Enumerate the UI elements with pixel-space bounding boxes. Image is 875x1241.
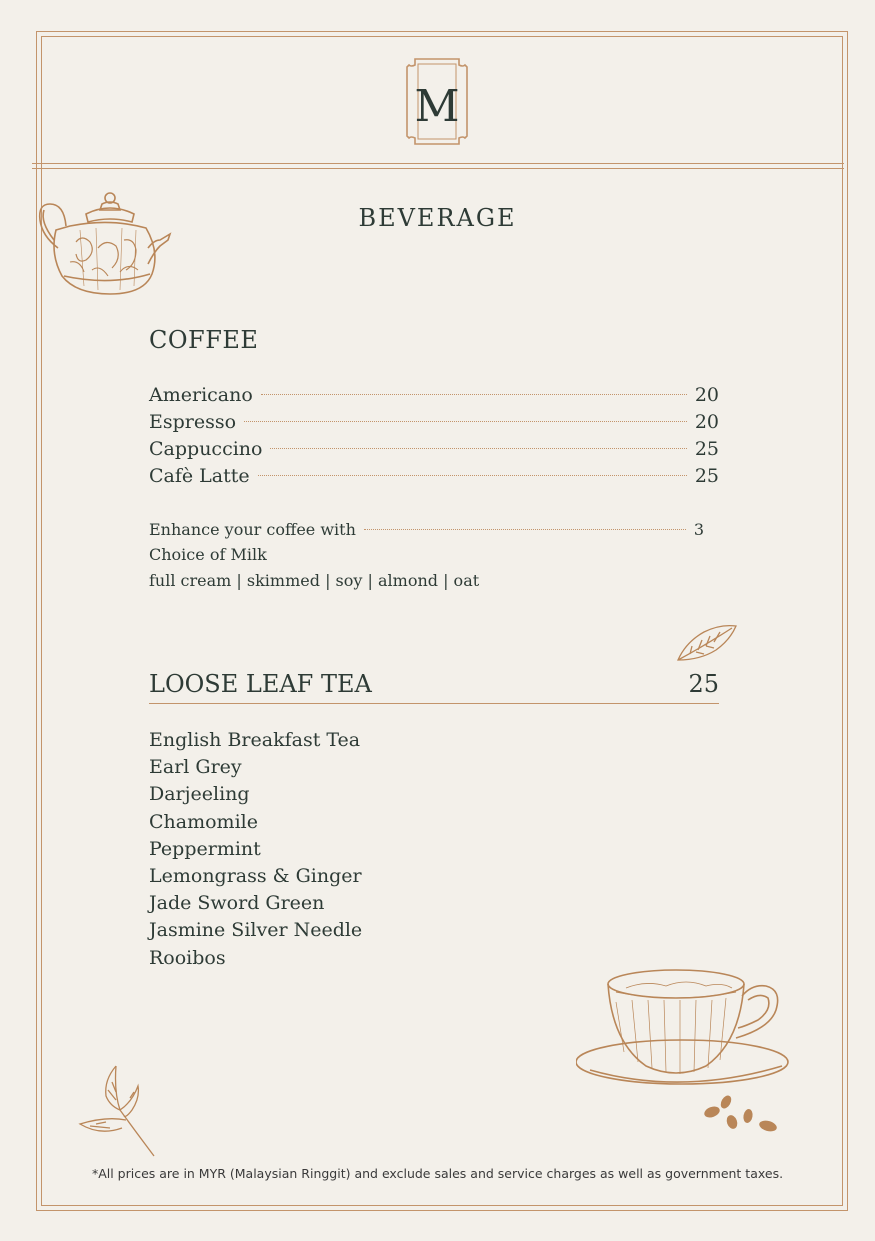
tea-leaf-illustration (676, 622, 738, 662)
addon-milk-label: Choice of Milk (149, 545, 267, 564)
tea-list (149, 727, 362, 972)
item-name: Cafè Latte (149, 465, 250, 487)
teapot-illustration (36, 190, 172, 300)
dotted-leader (261, 394, 687, 395)
item-price: 20 (694, 411, 719, 433)
addon-price: 3 (693, 520, 704, 539)
dotted-leader (258, 475, 687, 476)
price-footnote: *All prices are in MYR (Malaysian Ringgit) and exclude sales and service charges as well as government taxes. (91, 1166, 784, 1181)
tea-heading-row (149, 670, 719, 704)
menu-item (149, 384, 719, 410)
menu-item (149, 465, 719, 491)
list-item: Peppermint (149, 837, 261, 860)
item-price: 20 (694, 384, 719, 406)
coffee-addon-row (149, 520, 704, 539)
list-item: Jade Sword Green (149, 892, 325, 915)
header-divider-bottom (32, 168, 844, 169)
list-item: English Breakfast Tea (149, 729, 361, 751)
list-item: Chamomile (149, 810, 258, 833)
tea-sprig-illustration (76, 1062, 158, 1158)
item-name: Americano (149, 384, 253, 406)
list-item: Earl Grey (149, 756, 242, 779)
dotted-leader (270, 448, 686, 449)
list-item: Lemongrass & Ginger (149, 865, 362, 888)
tea-heading: LOOSE LEAF TEA (149, 670, 372, 698)
dotted-leader (364, 529, 686, 530)
dotted-leader (244, 421, 687, 422)
list-item: Rooibos (149, 946, 226, 969)
list-item: Jasmine Silver Needle (149, 919, 363, 942)
monogram-logo (403, 55, 471, 148)
menu-item (149, 411, 719, 437)
item-name: Cappuccino (149, 438, 263, 460)
header-divider-top (32, 163, 844, 164)
item-name: Espresso (149, 411, 237, 433)
addon-label: Enhance your coffee with (149, 520, 356, 539)
coffee-heading: COFFEE (149, 326, 259, 354)
coffee-cup-illustration (576, 962, 796, 1138)
item-price: 25 (694, 438, 719, 460)
item-price: 25 (694, 465, 719, 487)
tea-price: 25 (688, 670, 719, 698)
list-item: Darjeeling (149, 783, 250, 806)
monogram-letter: M (414, 81, 460, 132)
page-title: BEVERAGE (358, 204, 517, 232)
menu-item (149, 438, 719, 464)
addon-milk-options: full cream | skimmed | soy | almond | oat (149, 571, 480, 590)
